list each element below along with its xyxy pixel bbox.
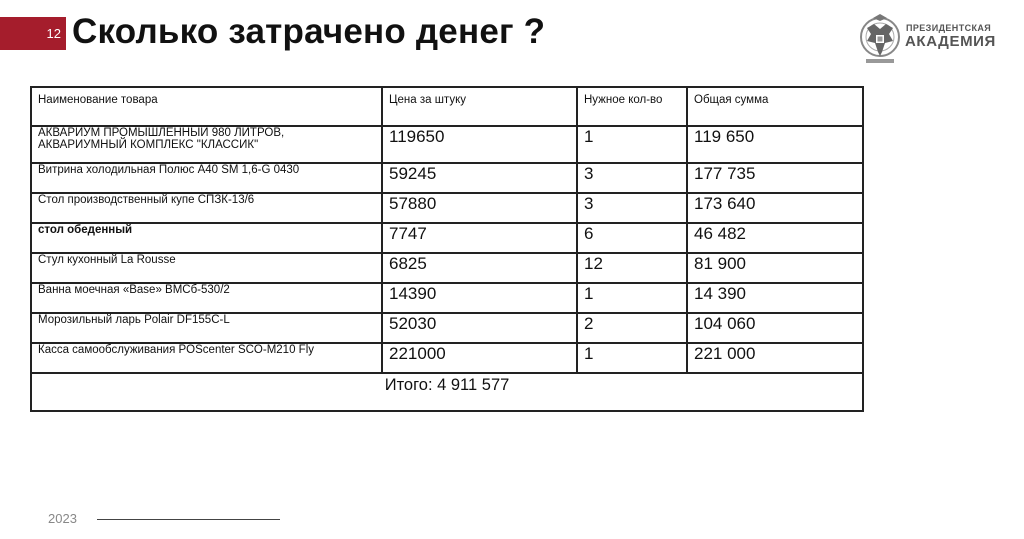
presidential-academy-logo bbox=[858, 10, 998, 66]
cell-name: Стол производственный купе СПЗК-13/6 bbox=[31, 193, 382, 223]
slide-number-badge bbox=[0, 17, 66, 50]
page-title: Сколько затрачено денег ? bbox=[72, 12, 546, 51]
grand-total: Итого: 4 911 577 bbox=[31, 373, 863, 411]
cell-qty: 3 bbox=[577, 193, 687, 223]
cell-total: 81 900 bbox=[687, 253, 863, 283]
cell-price: 6825 bbox=[382, 253, 577, 283]
cell-price: 14390 bbox=[382, 283, 577, 313]
cell-name: Морозильный ларь Polair DF155C-L bbox=[31, 313, 382, 343]
logo-text-line2: АКАДЕМИЯ bbox=[905, 33, 996, 50]
table-row bbox=[31, 223, 863, 253]
header-name: Наименование товара bbox=[31, 87, 382, 126]
cell-qty: 3 bbox=[577, 163, 687, 193]
double-headed-eagle-emblem-icon bbox=[858, 10, 902, 66]
cell-price: 7747 bbox=[382, 223, 577, 253]
cell-total: 177 735 bbox=[687, 163, 863, 193]
footer-divider bbox=[97, 519, 280, 520]
cell-total: 46 482 bbox=[687, 223, 863, 253]
cell-name: Стул кухонный La Rousse bbox=[31, 253, 382, 283]
cell-qty: 1 bbox=[577, 283, 687, 313]
cell-name: Витрина холодильная Полюс А40 SM 1,6-G 0430 bbox=[31, 163, 382, 193]
cell-name-line1: АКВАРИУМ ПРОМЫШЛЕННЫЙ 980 ЛИТРОВ, bbox=[38, 127, 285, 139]
cell-qty: 12 bbox=[577, 253, 687, 283]
cell-total: 14 390 bbox=[687, 283, 863, 313]
table-row bbox=[31, 163, 863, 193]
header-price: Цена за штуку bbox=[382, 87, 577, 126]
goods-cost-table bbox=[30, 86, 864, 412]
logo-text-line1: ПРЕЗИДЕНТСКАЯ bbox=[906, 23, 992, 33]
table-row bbox=[31, 283, 863, 313]
cell-name: стол обеденный bbox=[31, 223, 382, 253]
cell-total: 221 000 bbox=[687, 343, 863, 373]
cell-qty: 1 bbox=[577, 126, 687, 163]
cell-price: 221000 bbox=[382, 343, 577, 373]
cell-name: Касса самообслуживания POScenter SCO-M210 Fly bbox=[31, 343, 382, 373]
table-row bbox=[31, 253, 863, 283]
cell-price: 119650 bbox=[382, 126, 577, 163]
table-header-row bbox=[31, 87, 863, 126]
cell-total: 104 060 bbox=[687, 313, 863, 343]
cell-name: Ванна моечная «Base» ВМСб-530/2 bbox=[31, 283, 382, 313]
cell-qty: 2 bbox=[577, 313, 687, 343]
cell-qty: 6 bbox=[577, 223, 687, 253]
table-row bbox=[31, 343, 863, 373]
cell-price: 57880 bbox=[382, 193, 577, 223]
cell-price: 52030 bbox=[382, 313, 577, 343]
cell-total: 173 640 bbox=[687, 193, 863, 223]
cell-total: 119 650 bbox=[687, 126, 863, 163]
cell-name bbox=[31, 126, 382, 163]
header-qty: Нужное кол-во bbox=[577, 87, 687, 126]
slide-number: 12 bbox=[46, 26, 61, 41]
table-row bbox=[31, 313, 863, 343]
table-row bbox=[31, 193, 863, 223]
table-total-row bbox=[31, 373, 863, 411]
cell-name-line2: АКВАРИУМНЫЙ КОМПЛЕКС "КЛАССИК" bbox=[38, 139, 259, 151]
footer-year: 2023 bbox=[48, 511, 77, 526]
table-row bbox=[31, 126, 863, 163]
header-total: Общая сумма bbox=[687, 87, 863, 126]
cell-qty: 1 bbox=[577, 343, 687, 373]
cell-price: 59245 bbox=[382, 163, 577, 193]
